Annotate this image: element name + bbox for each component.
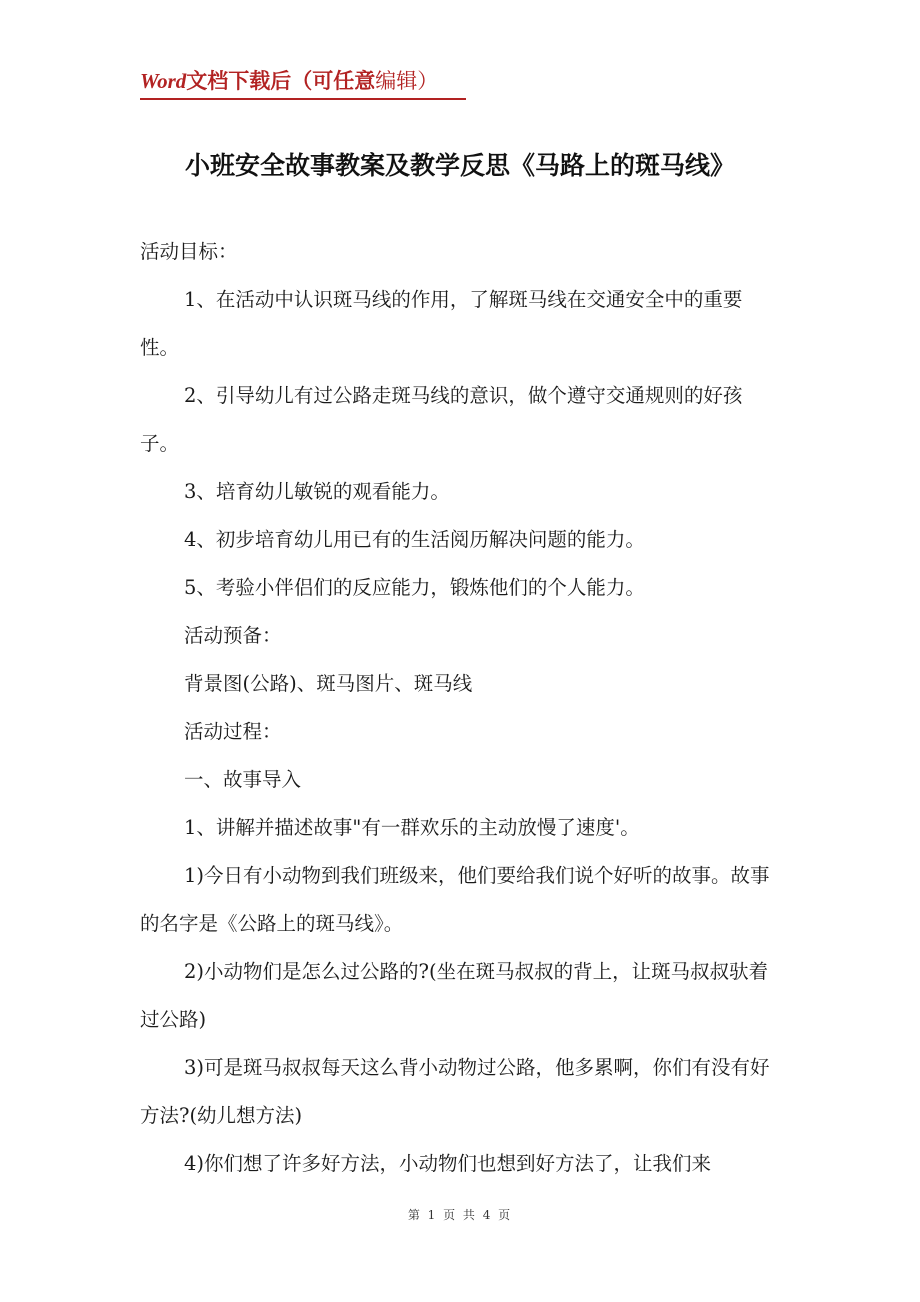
paragraph: 活动过程： bbox=[184, 720, 282, 743]
paragraph: 1、讲解并描述故事"有一群欢乐的主动放慢了速度'。 bbox=[184, 816, 640, 839]
paragraph: 3、培育幼儿敏锐的观看能力。 bbox=[184, 480, 450, 503]
paragraph: 3)可是斑马叔叔每天这么背小动物过公路，他多累啊，你们有没有好方法?(幼儿想方法) bbox=[140, 1056, 770, 1127]
header-word: Word bbox=[140, 69, 187, 93]
paragraph: 活动目标： bbox=[140, 240, 238, 263]
paragraph: 背景图(公路)、斑马图片、斑马线 bbox=[184, 672, 473, 695]
paragraph: 5、考验小伴侣们的反应能力，锻炼他们的个人能力。 bbox=[184, 576, 645, 599]
paragraph: 4)你们想了许多好方法，小动物们也想到好方法了，让我们来 bbox=[184, 1152, 712, 1175]
paragraph: 1)今日有小动物到我们班级来，他们要给我们说个好听的故事。故事的名字是《公路上的斑马线》。 bbox=[140, 864, 770, 935]
document-title: 小班安全故事教案及教学反思《马路上的斑马线》 bbox=[184, 151, 735, 180]
paragraph: 一、故事导入 bbox=[184, 768, 302, 791]
paragraph: 活动预备： bbox=[184, 624, 282, 647]
header-tail: 编辑） bbox=[375, 69, 439, 93]
document-body bbox=[140, 228, 780, 1188]
download-header bbox=[140, 66, 466, 100]
page-number-footer: 第 1 页 共 4 页 bbox=[407, 1208, 513, 1222]
paragraph: 4、初步培育幼儿用已有的生活阅历解决问题的能力。 bbox=[184, 528, 645, 551]
paragraph: 2)小动物们是怎么过公路的?(坐在斑马叔叔的背上，让斑马叔叔驮着过公路) bbox=[140, 960, 769, 1031]
paragraph: 2、引导幼儿有过公路走斑马线的意识，做个遵守交通规则的好孩子。 bbox=[140, 384, 743, 455]
header-text: 文档下载后（可任意 bbox=[186, 69, 376, 93]
paragraph: 1、在活动中认识斑马线的作用，了解斑马线在交通安全中的重要性。 bbox=[140, 288, 743, 359]
